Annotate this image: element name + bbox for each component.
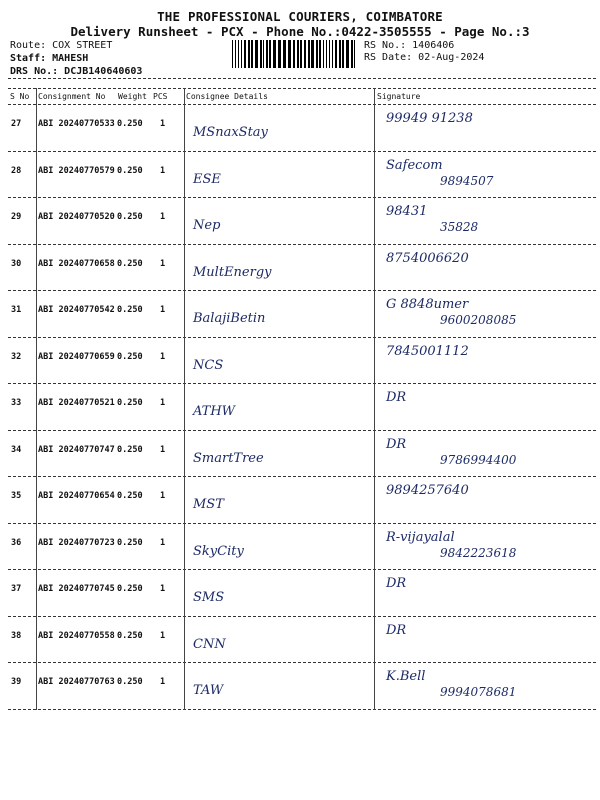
row-pcs: 1: [160, 258, 166, 269]
row-signature-phone: 35828: [440, 220, 479, 234]
row-sno: 38: [11, 630, 22, 641]
row-sno: 32: [11, 351, 22, 362]
table-row: [8, 338, 596, 384]
barcode-icon: [232, 40, 358, 68]
row-weight: 0.250: [117, 398, 143, 408]
header-divider: [8, 88, 596, 89]
row-sno: 31: [11, 305, 22, 315]
runsheet-subtitle: Delivery Runsheet - PCX - Phone No.:0422-3505555 - Page No.:3: [70, 24, 530, 39]
col-pcs: PCS: [153, 92, 168, 101]
row-consignee: MultEnergy: [193, 264, 272, 280]
row-consignee: TAW: [193, 683, 224, 698]
row-pcs: 1: [160, 212, 166, 222]
row-signature: 7845001112: [386, 343, 469, 359]
row-consignment-no: ABI 20240770521: [38, 398, 115, 408]
table-row: [8, 524, 596, 570]
row-pcs: 1: [160, 119, 166, 129]
row-weight: 0.250: [117, 677, 143, 687]
row-consignee: ESE: [193, 171, 221, 187]
table-row: [8, 384, 596, 430]
row-weight: 0.250: [117, 351, 143, 362]
row-sno: 29: [11, 212, 22, 222]
row-signature: K.Bell: [386, 669, 426, 684]
row-signature: 8754006620: [386, 250, 469, 266]
row-sno: 28: [11, 165, 22, 176]
row-sno: 35: [11, 491, 22, 501]
row-consignee: ATHW: [193, 404, 236, 419]
table-row: [8, 152, 596, 198]
row-pcs: 1: [160, 351, 166, 362]
row-sno: 27: [11, 119, 22, 129]
staff-label: Staff: MAHESH: [10, 53, 89, 64]
header-divider: [8, 78, 596, 79]
col-signature: Signature: [377, 92, 421, 101]
row-signature-phone: 9994078681: [440, 685, 517, 699]
row-weight: 0.250: [117, 119, 143, 129]
row-pcs: 1: [160, 584, 166, 594]
row-signature: DR: [386, 622, 407, 638]
table-row: [8, 245, 596, 291]
row-weight: 0.250: [117, 305, 143, 315]
row-pcs: 1: [160, 537, 166, 548]
column-divider: [184, 88, 185, 710]
row-signature: G 8848umer: [386, 297, 469, 312]
col-consignee: Consignee Details: [186, 92, 268, 101]
row-signature-phone: 9600208085: [440, 313, 517, 327]
row-consignee: BalajiBetin: [193, 311, 266, 326]
row-consignee: Nep: [193, 218, 221, 233]
row-consignee: MSnaxStay: [193, 125, 268, 140]
row-consignment-no: ABI 20240770763: [38, 677, 115, 687]
row-consignment-no: ABI 20240770723: [38, 537, 115, 548]
row-divider: [8, 709, 596, 710]
row-consignee: SMS: [193, 590, 225, 605]
row-signature: DR: [386, 390, 407, 405]
row-consignee: SmartTree: [193, 450, 264, 466]
row-consignee: NCS: [193, 357, 224, 373]
route-label: Route: COX STREET: [10, 40, 113, 51]
column-divider: [36, 88, 37, 710]
row-signature: DR: [386, 436, 407, 452]
col-sno: S No: [10, 92, 30, 101]
row-pcs: 1: [160, 398, 166, 408]
row-consignment-no: ABI 20240770579: [38, 165, 115, 176]
row-weight: 0.250: [117, 491, 143, 501]
row-consignment-no: ABI 20240770542: [38, 305, 115, 315]
row-consignment-no: ABI 20240770558: [38, 630, 115, 641]
row-sno: 36: [11, 537, 22, 548]
row-consignment-no: ABI 20240770533: [38, 119, 115, 129]
col-consignment: Consignment No: [38, 92, 106, 101]
table-row: [8, 663, 596, 709]
row-weight: 0.250: [117, 258, 143, 269]
row-signature-phone: 9894507: [440, 173, 494, 188]
row-signature-phone: 9786994400: [440, 452, 517, 467]
table-row: [8, 198, 596, 244]
row-weight: 0.250: [117, 165, 143, 176]
row-signature: 98431: [386, 204, 428, 219]
table-row: [8, 477, 596, 523]
row-consignment-no: ABI 20240770659: [38, 351, 115, 362]
row-pcs: 1: [160, 677, 166, 687]
drs-number: DRS No.: DCJB140640603: [10, 66, 143, 77]
row-consignment-no: ABI 20240770654: [38, 491, 115, 501]
column-divider: [374, 88, 375, 710]
row-sno: 33: [11, 398, 22, 408]
row-consignee: SkyCity: [193, 543, 244, 559]
row-weight: 0.250: [117, 444, 143, 455]
table-row: [8, 570, 596, 616]
table-row: [8, 291, 596, 337]
row-weight: 0.250: [117, 212, 143, 222]
row-consignment-no: ABI 20240770745: [38, 584, 115, 594]
table-header: [8, 90, 596, 104]
row-consignment-no: ABI 20240770520: [38, 212, 115, 222]
col-weight: Weight: [118, 92, 147, 101]
row-signature: 9894257640: [386, 483, 469, 498]
rs-date: RS Date: 02-Aug-2024: [364, 52, 485, 63]
row-pcs: 1: [160, 305, 166, 315]
row-consignment-no: ABI 20240770658: [38, 258, 115, 269]
table-row: [8, 431, 596, 477]
rs-number: RS No.: 1406406: [364, 40, 455, 51]
row-weight: 0.250: [117, 630, 143, 641]
row-sno: 30: [11, 258, 22, 269]
row-sno: 39: [11, 677, 22, 687]
row-consignment-no: ABI 20240770747: [38, 444, 115, 455]
row-signature: DR: [386, 576, 407, 591]
runsheet-title: THE PROFESSIONAL COURIERS, COIMBATORE: [157, 9, 443, 24]
table-row: [8, 617, 596, 663]
row-sno: 37: [11, 584, 22, 594]
row-pcs: 1: [160, 630, 166, 641]
row-signature: Safecom: [386, 157, 443, 173]
row-signature-phone: 9842223618: [440, 545, 517, 560]
row-pcs: 1: [160, 165, 166, 176]
table-row: [8, 105, 596, 151]
row-weight: 0.250: [117, 537, 143, 548]
row-sno: 34: [11, 444, 22, 455]
row-weight: 0.250: [117, 584, 143, 594]
row-pcs: 1: [160, 444, 166, 455]
row-consignee: CNN: [193, 636, 226, 652]
row-pcs: 1: [160, 491, 166, 501]
row-signature: R-vijayalal: [386, 529, 455, 545]
row-signature: 99949 91238: [386, 111, 473, 126]
row-consignee: MST: [193, 497, 224, 512]
